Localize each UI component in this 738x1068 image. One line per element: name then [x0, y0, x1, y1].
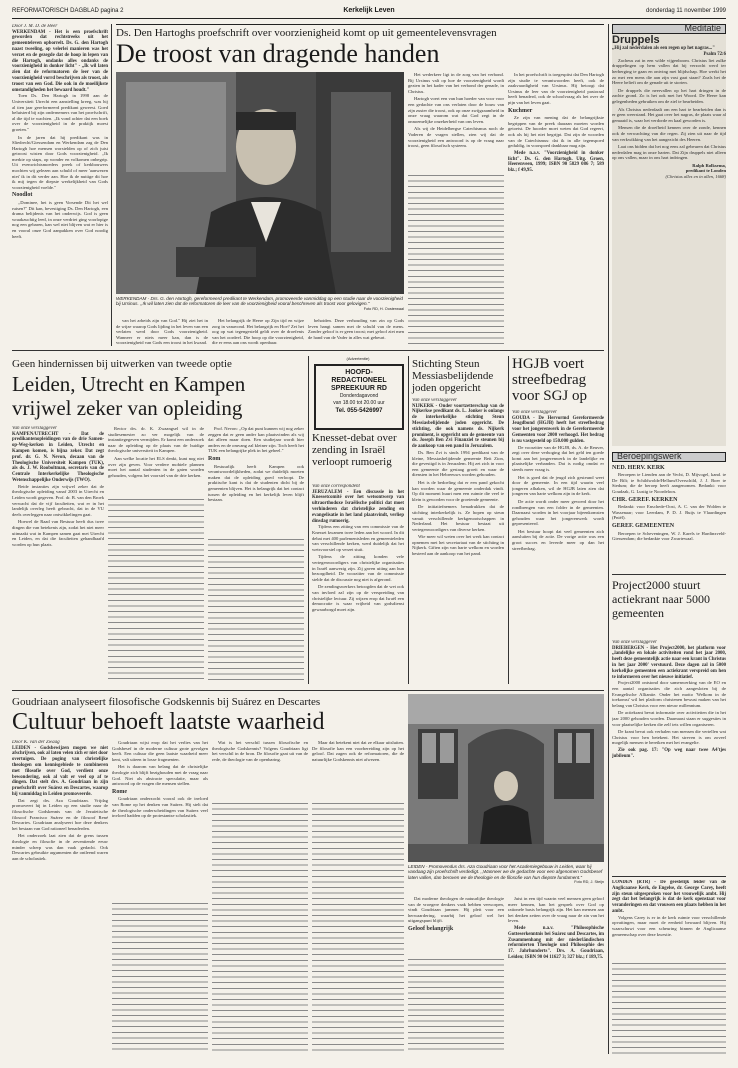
story6-column	[112, 740, 208, 1054]
column-rule	[408, 356, 409, 684]
story5-lead: GOUDA - De Hervormd Gereformeerde Jeugdbond (HGJB) heeft het streefbedrag voor het jongerenwerk in de Gereformeerde Gemeenten voor 2000 verhoogd. Het bedrag is nu vastgesteld op 150.000 gulden.	[512, 415, 604, 444]
story1-byline: Door J. M. D. de Heer	[12, 24, 58, 29]
story6-lead: LEIDEN - Godsbewijzen mogen we niet afschrijven, ook al laten velen zich er niet door overtuigen. De poging van christelijke theologen om kennisgebiede te combineren met filosofie over God, verdient onze bewondering, ook al valt er veel op af te dingen. Dat stelt drs. A. Goudriaan in zijn proefschrift over Suárez en Descartes, waarop hij vanmiddag in Leiden promoveerde.	[12, 745, 108, 797]
beroepingswerk-church: NED. HERV. KERK	[612, 464, 665, 471]
project2000-headline: Project2000 stuurt actiekrant naar 5000 gemeenten	[612, 578, 710, 620]
story1-column	[508, 24, 604, 346]
story1-subhead: Kuchmer	[508, 107, 533, 114]
story3-column	[312, 484, 404, 684]
story1-paragraph: Als wij de Heidelbergse Catechismus noch de Vaderen de vragen stellen, zien wij dat de voorzienigheid een antwoord is op de vraag naar troost, geen filosofisch systeem.	[408, 126, 504, 149]
story6-column	[508, 896, 604, 1054]
header-date: donderdag 11 november 1999	[646, 8, 726, 14]
story2-paragraph: Aan welke locatie het ELS denkt, kunt nog niet over zijn geven. Voor verdere mobiele plannen moet het aantal studenten in de gaten worden gehouden, volgens het voorstel van de drie kerken.	[108, 455, 204, 478]
london-column	[612, 880, 726, 1054]
story4-paragraph: Wie meer wil weten over het werk kan contact opnemen met het secretariaat van de stichting in Nijkerk. Giften zijn van harte welkom en worden besteed aan de aankoop van het pand.	[412, 534, 504, 557]
story5-byline: Van onze verslaggever	[512, 410, 557, 415]
story6-byline: Door K. van der Zwaag	[12, 740, 60, 745]
story3-headline: Knesset-debat over zending in Israël verloopt rumoerig	[312, 432, 397, 468]
story1-paragraph: ,,Dominee, het is geen Vorsende Dit het wel ruisen?" Dit kan, bevestiging Ds. Den Hartogh, een drama belijdenis van het onderwijs. God is geen wraakzuchtig leed, in onze verdriet ging voorlopige nog een gebaren, kan wel niet blijven wat er hier is en vooral onze God aanpakken over God noodig heeft.	[12, 200, 108, 239]
story1-paragraph: Het wederkeer ligt in de zorg van het verbond. Bij Ursinus valt op hoe de voorzienigheid wordt gezien in het kader van het verbond der genade, in Christus.	[408, 72, 504, 94]
story2-paragraph: Rector drs. dr. K. Zwaangsel wil in de studiesemester zo ver mogelijk van de instantiegegeven vermijden. Er komt een onderzoek naar de opleiding op de plaats van de huidige theologische universiteit in Kampen.	[108, 426, 204, 454]
beroepingswerk-column	[612, 452, 726, 570]
section-title: Kerkelijk Leven	[343, 7, 395, 14]
story1-lead: WERKENDAM - Het is een proefschrift geworden dat rechtstreeks uit het gemeenteleven opborrelt. Ds. G. den Hartogh naast tweeling, op velerlei manieren was het verzet en de gezegde dat de hoop in lepen van die Hartogh, ondanks alles ondanks de voorzienigheid in donker licht" - ,,Ik wil laten zien dat de reformatoren de leer van de voorzienigheid vorrd beschrijven als troost, als troost van een God. Die ook in de moeilijkste omstandigheden het bewaard houdt."	[12, 29, 108, 93]
story1-paragraph: Het belangrijk de Heere op Zijn tijd en wijze zorg in vanavond. Het belangrijk en Hoe? Zet het oog op wat tegengesteld geldt over de droefenis van het oordeel. Die hoop op die voorzienigheid, die er eens aan ons wordt openbaar.	[212, 318, 304, 346]
beroepingswerk-church: CHR. GEREF. KERKEN	[612, 496, 678, 503]
building-photo-icon	[408, 694, 604, 862]
meditatie-author: Ralph Rolksema,	[692, 162, 726, 168]
project2000-column	[612, 640, 726, 872]
story1-photo-credit: Foto RD, H. Oosterwaal	[363, 306, 404, 311]
story6-subhead: Geloof belangrijk	[408, 925, 454, 932]
story6-paragraph: Wat is het verschil tussen filosofische en theologische Godskennis? Volgens Goudriaan ligt het verschil in de bron. De filosofie gaat uit van de rede, de theologie van de openbaring.	[212, 740, 308, 762]
meditatie-label: Meditatie	[612, 24, 726, 34]
story6-subhead: Rome	[112, 788, 127, 795]
story6-photo	[408, 694, 604, 862]
header-left: REFORMATORISCH DAGBLAD pagina 2	[12, 8, 124, 14]
story1-kicker: Ds. Den Hartoghs proefschrift over voorzienigheid komt op uit gemeentelevensvragen	[116, 24, 604, 40]
story6-paragraph: Dat moderne theologen de natuurlijke theologie van de vroegere denkers vaak hebben verworpen, vindt Goudriaan jammer. Hij pleit voor een herwaardering, waarbij het geloof wel het uitgangspunt blijft.	[408, 896, 504, 924]
ad-phone: Tel. 055-5426997	[335, 408, 383, 414]
story2-column	[12, 426, 104, 684]
story6-column	[212, 740, 308, 1054]
story2-paragraph: Hoewel de Raad van Bestuur heeft dus twee dingen die van betekenis zijn, zodat het niet meer uitmaakt wat in Kampen samen gaat met Utrecht en Leiden, en dat die faculteiten gehandhaafd worden op hun plaats.	[12, 519, 104, 547]
section-rule	[12, 690, 604, 691]
story5-headline: HGJB voert streefbedrag voor SGJ op	[512, 356, 588, 404]
section-rule	[12, 350, 604, 351]
story2-headline: Leiden, Utrecht en Kampen vrijwel zeker van opleiding	[12, 372, 246, 420]
meditatie-column	[612, 24, 726, 446]
ad-line: HOOFD-	[345, 369, 373, 376]
meditatie-paragraph: Zacheus zat in een wilde vijgenboom. Christus liet zulke druppelingen op hem vallen dat hij verzocht werd ter herberging te gaan en ontving met blijdschap. Hoe werkt het zo met een mens die aan zijn vast gaat staan? Zoals het de Heere belieft om de genade uit te storten.	[612, 57, 726, 86]
story6-caption: LEIDEN - Promovendus drs. Aza Goudriaan voor het Academiegebouw in Leiden, waar hij vandaag zijn proefschrift verdedigt. ,,Wanneer we de gedachte voor een afgenomen Godsbesef laten vallen, dan beroven we de theologie en de filosofie van hun diepste fundament."	[408, 864, 603, 880]
story1-photo	[116, 72, 404, 294]
project2000-byline: Van onze verslaggever	[612, 640, 657, 645]
ad-line: REDACTIONEEL	[331, 377, 387, 384]
story1-column	[408, 72, 504, 346]
project2000-paragraph: De actiekrant bevat informatie over activiteiten die in het jaar 2000 gehouden worden. Daarnaast staan er suggesties in voor plaatselijke kerken die zelf iets willen organiseren.	[612, 710, 726, 727]
story6-paragraph: Goudriaan onderzocht vooral ook de invloed van Rome op het denken van Suárez. Hij stelt dat de theologische onderscheidingen van Suárez veel invloed hadden op de protestantse scholastiek.	[112, 796, 208, 819]
story6-column	[12, 740, 108, 1054]
story3-byline: Van onze correspondent	[312, 484, 360, 489]
london-paragraph: Volgens Carey is er in de kerk ruimte voor verschillende opvattingen, maar moet de eenheid bewaard blijven. Hij waarschuwt voor een scheuring binnen de Anglicaanse gemeenschap over deze kwestie.	[612, 914, 726, 937]
ad-line: van 18.00 tot 20.00 uur	[333, 400, 385, 406]
story4-headline: Stichting Steun Messiasbelijdende joden opgericht	[412, 358, 494, 394]
story2-column	[108, 426, 204, 684]
story3-paragraph: Tijdens een zitting van een commissie van de Knesset kwamen twee leden aan het woord. In dit debat met 400 parlementsleden en gemeenteleden van verschillende kerken, werd duidelijk dat het wetsvoorstel op verzet stuit.	[312, 524, 404, 552]
ad-line: SPREEKUUR RD	[330, 385, 387, 392]
project2000-lead: DRIEBERGEN - Het Project2000, het platform voor ,,landelijke en lokale activiteiten rond het jaar 2000, heeft deze gemeentelijk actie naar een krant in Christus in het jaar 2000' verstuurd. Deze dagen zal in 5000 kerkelijke gemeenten een actiekrant verspreid om hen te informeren over het nieuwe initiatief.	[612, 645, 726, 680]
story5-column	[512, 410, 604, 684]
story6-paragraph: Dat zegt drs. Aza Goudriaan. Vrijdag promoveert hij in Leiden op een studie naar de filosofische Godskennis van de Jezuïetische filosoof Francisco Suárez en de filosoof René Descartes. Goudriaan analyseert hoe deze denkers het bestaan van God rationeel benaderden.	[12, 797, 108, 831]
meditatie-paragraph: Als Christus nederdaalt om een hart te bearbeiden dan is er geen weerstand. Het gaat over het nagras, de plaats waar al gemaaid is, waar het verdorde en kaal geworden is.	[612, 106, 726, 123]
story1-paragraph: van het arbeids zijn van God." Hij ziet het in de wijze waarop Gods lijding in het leven van een verlaten werd door Gods voorzienigheid. Wanneer er niets meer kan, dan is de voorzienigheid van Gods een troost in het kwaad.	[116, 318, 208, 346]
story2-byline: Van onze verslaggever	[12, 426, 57, 431]
story1-book-info: Mede n.a.v. "Voorzienigheid in donker licht". Ds. G. den Hartogh. Uitg. Groen, Heerenveen, 1999; ISBN 90 5829 086 7; 589 blz.; f 49,95.	[508, 150, 604, 174]
project2000-note: Zie ook pag. 17: "Op weg naar twee A4'tjes jubileum".	[612, 747, 726, 759]
story2-paragraph: Beide instanties zijn vrijwel zeker dat de theologische opleiding vanaf 2003 in Utrecht en Leiden wordt gegeven. Prof. dr. B. van den Broek verwacht dat de vijf faculteiten, wat er in het landelijk overleg heeft gebracht, dat in de VU deels overleggen naar ontwikkelingen gaat.	[12, 483, 104, 517]
story3-paragraph: De zendingswerkers betoogden dat de wet ook van invloed zal zijn op de verspreiding van christelijke lectuur. Zij wijzen erop dat Israël een democratie is waar vrijheid van godsdienst gewaarborgd moet zijn.	[312, 584, 404, 612]
story5-paragraph: Het bestuur hoopt dat veel gemeenten zich aansluiten bij de actie. De vorige actie was een groot succes en leverde meer op dan het streefbedrag.	[512, 528, 604, 551]
sidebar-rule	[608, 24, 609, 1054]
meditatie-title: Druppels	[612, 33, 660, 46]
story2-paragraph: Prof. Nevon: ,,Op dat punt kunnen wij nog zeker zeggen dat er geen ander kan plaatsvinden als wij dat alleen maar doen. Een studiejaar wordt hier anders en de omvang zal kleiner zijn. Toch heeft het TUK een belangrijke plek in het geheel."	[208, 426, 304, 454]
beroepingswerk-entry: Bedankt: voor Enschede-Oost, A. C. van der Wolden te Wassenaar; voor Leerdam, P. D. J. Buijs te Vlaardingen (Pniël).	[612, 504, 726, 521]
story4-byline: Van onze verslaggever	[412, 398, 457, 403]
column-rule	[111, 24, 112, 346]
project2000-paragraph: Project2000 ontstond door samenwerking van de EO en een aantal organisaties die zich aangesloten bij de Evangelische Alliantie. Onder het motto 'Welkom in de toekomst' wil het platform christenen bewust maken van het belang van Christus voor een nieuw millennium.	[612, 680, 726, 708]
meditatie-paragraph: Laat ons bidden dat het nog eens zal gebeuren dat Christus nederdalen mag in onze harten. Dat Zijn druppels niet alleen op ons vallen, maar in ons hart indringen.	[612, 144, 726, 161]
story1-paragraph: Toen Ds. Den Hartogh in 1998 aan de Universiteit Utrecht een aanstelling kreeg, was hij al tien jaar gereformeerd predikant geweest. Goed beluisterd bij zijn ondernemers van het proefschrift, al die tijd te wachten. ,,Ik vond achter dat een boek over de voorzienigheid in de praktijk moest groeien."	[12, 93, 108, 132]
page-header	[12, 6, 726, 19]
story1-column	[212, 318, 304, 346]
story2-lead: KAMPEN/UTRECHT - Dat de predikantenopleidingen van de drie Samen-op-Weg-kerken in Leiden, Utrecht en Kampen komen, is bijna zeker. Dat zegt prof. dr. G. N. Nevon, decaan van de Theologische Universiteit Kampen (TUK), als ds. J. W. Rooboltman, secretaris van de Centrale Interkerkelijke Theologische Wetenschappelijke Onderwijs (TWO).	[12, 431, 104, 483]
meditatie-source: (Christus alles en in allen, 1668)	[665, 174, 726, 180]
story4-paragraph: Het is de bedoeling dat er een pand gekocht kan worden waar de gemeente onderdak vindt. Op dit moment huurt men een ruimte die veel te klein is geworden voor de groeiende gemeente.	[412, 479, 504, 502]
story1-paragraph: Ze zijn van mening dat de belangrijkste begrippen van de preek daaraan moeten worden getoetst. De hoorder moet weten dat God regeert, ook als hij het niet begrijpt. Dat zijn de woorden van de Catechismus: dat ik in alle tegenspoed geduldig, in voorspoed dankbaar mag zijn.	[508, 115, 604, 149]
story1-column	[116, 318, 208, 346]
story1-paragraph: behoiden. Deze verhouding van zin op Gods leven hangt samen met de schuld van de mens. Zonder geloof is er geen troost; met geloof ziet men de hand van de Vader in alles wat gebeurt.	[308, 318, 404, 340]
story1-caption: WERKENDAM - Drs. G. den Hartogh, gereformeerd predikant te Werkendam, promoveerde vanmiddag op een studie naar de voorzienigheid bij Ursinus. ,,Ik wil laten zien dat de reformatoren de leer van de voorzienigheid vooral beschreven als troost voor gelovigen."	[116, 296, 403, 307]
beroepingswerk-label: Beroepingswerk	[612, 452, 726, 462]
meditatie-reference: Psalm 72:6	[703, 51, 726, 57]
story5-paragraph: De actie wordt onder meer gevoerd door het rondbrengen van een folder in de gemeenten. Daarnaast worden in het voorjaar bijeenkomsten gehouden waar het jongerenwerk wordt gepresenteerd.	[512, 498, 604, 527]
story6-kicker: Goudriaan analyseert filosofische Godskennis bij Suárez en Descartes	[12, 696, 321, 708]
ad-label: (Advertentie)	[346, 356, 370, 361]
story4-column	[412, 398, 504, 684]
london-lead: LONDEN (RTR) - De geestelijk leider van de Anglicaanse Kerk, de Engelse, dr. George Carey, heeft zijn steun uitgesproken voor het vrouwelijk ambt. Hij zegt dat het belangrijk is dat de kerk openstaat voor veranderingen en dat vrouwen een plaats hebben in het ambt.	[612, 880, 726, 914]
story6-photo-credit: Foto RD, J. Steijn	[574, 880, 604, 885]
story1-headline: De troost van dragende handen	[116, 39, 440, 68]
advertisement	[314, 364, 404, 430]
portrait-photo-icon	[116, 72, 404, 294]
story1-paragraph: In het proefschrift is toegespitst dat Den Hartogh zijn studie te verantwoorden heeft, ook de zaakvaardigheid van Ursinus. Hij betoogt dat Ursinus de leer van de voorzienigheid pastoraal heeft benaderd, ook de schoolvraag als het over de pijn van het leven gaat.	[508, 72, 604, 105]
ad-line: Donderdagavond	[339, 393, 379, 399]
story6-paragraph: Goudriaan wijst erop dat het verlies van het Godsbesef in de moderne cultuur grote gevolgen heeft. Een cultuur die geen laatste waarheid meer kent, valt uiteen in losse fragmenten.	[112, 740, 208, 762]
story6-column	[408, 896, 504, 1054]
story6-paragraph: Het onderzoek laat zien dat de grens tussen theologie en filosofie in de zeventiende eeuw minder scherp was dan vaak gedacht. Ook Descartes gebruikte argumenten die ontleend waren aan de scholastiek.	[12, 833, 108, 861]
meditatie-author-role: predikant te Londen	[685, 168, 726, 174]
story6-paragraph: Juist in een tijd waarin veel mensen geen geloof meer kennen, kan het gesprek over God op rationele basis belangrijk zijn. Het kan mensen aan het denken zetten over de vraag naar de zin van het leven.	[508, 896, 604, 924]
story1-column	[308, 318, 404, 346]
story2-kicker: Geen hindernissen bij uitwerken van tweede optie	[12, 358, 232, 370]
section-rule	[612, 574, 726, 575]
section-rule	[612, 876, 726, 877]
beroepingswerk-entry: Beroepen te Lienden aan de Vecht, D. Mijvogel, kand. te De Bilt; te Schildwolde/Hellum/Overschild, J. J. Boer te Stedum; die de beroep heeft aangenomen. Bedankt: voor Goudzak, G. Lustig te Noordeloos.	[612, 472, 726, 494]
project2000-paragraph: De krant bevat ook verhalen van mensen die vertellen wat Christus voor hen betekent. Het streven is om zoveel mogelijk mensen te bereiken met het evangelie.	[612, 729, 726, 746]
column-rule	[308, 356, 309, 684]
beroepingswerk-entry: Beroepen te Scheveningen, W. J. Karels te Hardinxveld-Giessendam; die bedankte voor Zwartewaal.	[612, 530, 726, 542]
story3-paragraph: Tijdens de zitting konden vele vertegenwoordigers van christelijke organisaties in Israël aanwezig zijn. Zij gaven uiting aan hun bezorgdheid. De voorzitter van de commissie stelde dat de discussie nog niet is afgerond.	[312, 554, 404, 582]
story2-subhead: Rom	[208, 455, 221, 462]
beroepingswerk-church: GEREF. GEMEENTEN	[612, 522, 675, 529]
story1-paragraph: Hartogh voert een van hun hoeder van voor voor een gedachte van ons verlaten door de bouw van zijn zuster die troost, ook op onze zwijgzaamheid in onze vraag waarom wat dat God zegt in de onnoemelijke onzekerheid van ons leven.	[408, 96, 504, 124]
story6-headline: Cultuur behoeft laatste waarheid	[12, 709, 325, 735]
story6-column	[312, 740, 404, 1054]
story2-column	[208, 426, 304, 684]
story6-book-info: Mede n.a.v. "Philosophische Gotteserkenntnis bei Suárez und Descartes, im Zusammenhang mit der niederländischen reformierten Theologie und Philosophie des 17. Jahrhunderts". Drs. A. Goudriaan, Leiden; ISBN 90 04 11627 3; 327 blz.; f 189,75.	[508, 925, 604, 960]
story3-lead: JERUZALEM - Een discussie in het Knessetcomité over het wetsontwerp van ultraorthodoxe Israëlische politici dat moet verhinderen dat christelijke zending en evangelisatie in het land plaatsvindt, verliep dinsdag rumoerig.	[312, 489, 404, 524]
story4-lead: NIJKERK - Onder voortzetterschap van de Nijkerkse predikant ds. L. Jonker is onlangs de interkerkelijke stichting Steun Messiasbelijdende joden opgericht. De stichting, die ook namens ds. Nijkerk prominent, is opgericht om de gemeente van ds. Joseph Ben Zvi Finanziel te steunen bij de aankoop van een pand in Jeruzalem.	[412, 403, 504, 450]
meditatie-paragraph: De druppels die neervallen op het hart dringen in de zachte grond. Zo is het ook met het Woord. De Heere kan gelegenheden gebruiken om de ziel te bearbeiden.	[612, 87, 726, 104]
story4-paragraph: De initiatiefnemers benadrukken dat de stichting interkerkelijk is. Ze hopen op steun vanuit verschillende kerkgenootschappen in Nederland. Het bestuur bestaat uit vertegenwoordigers van diverse kerken.	[412, 504, 504, 532]
column-rule	[508, 356, 509, 684]
story1-subhead: Noodlot	[12, 192, 33, 199]
meditatie-verse: ,,Hij zal nederdalen als een regen op het nagras..."	[612, 46, 715, 52]
meditatie-paragraph: Mensen die de droefheid kennen over de zonde, kennen ook de verwachting van die regen. Zij zien uit naar de tijd van verkwikking van het aangezicht des Heeren.	[612, 125, 726, 142]
story5-paragraph: De voorzitter van de HGJB, ds. A. de Reuver, zegt over deze verhoging dat het geld ten goede komt aan het jongerenwerk in de landelijke en plaatselijke verbanden. Dat is nodig omdat er steeds meer vraag is.	[512, 444, 604, 472]
story6-paragraph: Het is daarom van belang dat de christelijke theologie zich blijft bezighouden met de vraag naar God. Niet als abstracte speculatie, maar als antwoord op de vragen die mensen stellen.	[112, 764, 208, 787]
story2-paragraph: Bestuurlijk heeft Kampen ook verantwoordelijkheden, zodat we duidelijk moeten maken dat de opleiding goed verloopt. De praktische kant is dat de studenten dicht bij de gemeenten blijven. Het is belangrijk dat het contact tussen de opleiding en het kerkelijk leven blijft bestaan.	[208, 463, 304, 503]
story1-left-column	[12, 24, 108, 346]
story6-paragraph: Maar dat betekent niet dat ze elkaar uitsluiten. De filosofie kan een voorbereiding zijn op het geloof. Dat zagen ook de reformatoren, die de natuurlijke Godskennis niet afwezen.	[312, 740, 404, 762]
story4-paragraph: Ds. Ben Zvi is sinds 1994 predikant van de kleine, Messiasbelijdende gemeente Beit Zion, die gevestigd is in Jeruzalem. Hij zet zich in voor een gemeente die gestaag groeit en waar de diensten in het Hebreeuws worden gehouden.	[412, 449, 504, 478]
story1-paragraph: In de jaren dat hij predikant was in Sliedrecht/Giessendam en Werkendam zag de Den Hartogh hoe mensen worstelden op of zich juist getroost wisten door Gods voorzienigheid. ,,Ik merkte op staps, op wonder en volkomen onbegrip. Uit evenwichtsmoeders preek of kerkbouwers mochten wij gelezen aan schuld of meer 'aanwezen niet' ik in dit verder aan. Hoe ik de nuttige dit hoe ik mij tegen de diepste werkelijkheid van Gods voorzienigheid voelde."	[12, 134, 108, 190]
story5-paragraph: Het is goed dat de jeugd zich gesteund weet door de gemeente. In een tijd waarin veel jongeren afhaken, wil de HGJB laten zien dat jongeren van harte welkom zijn in de kerk.	[512, 474, 604, 497]
